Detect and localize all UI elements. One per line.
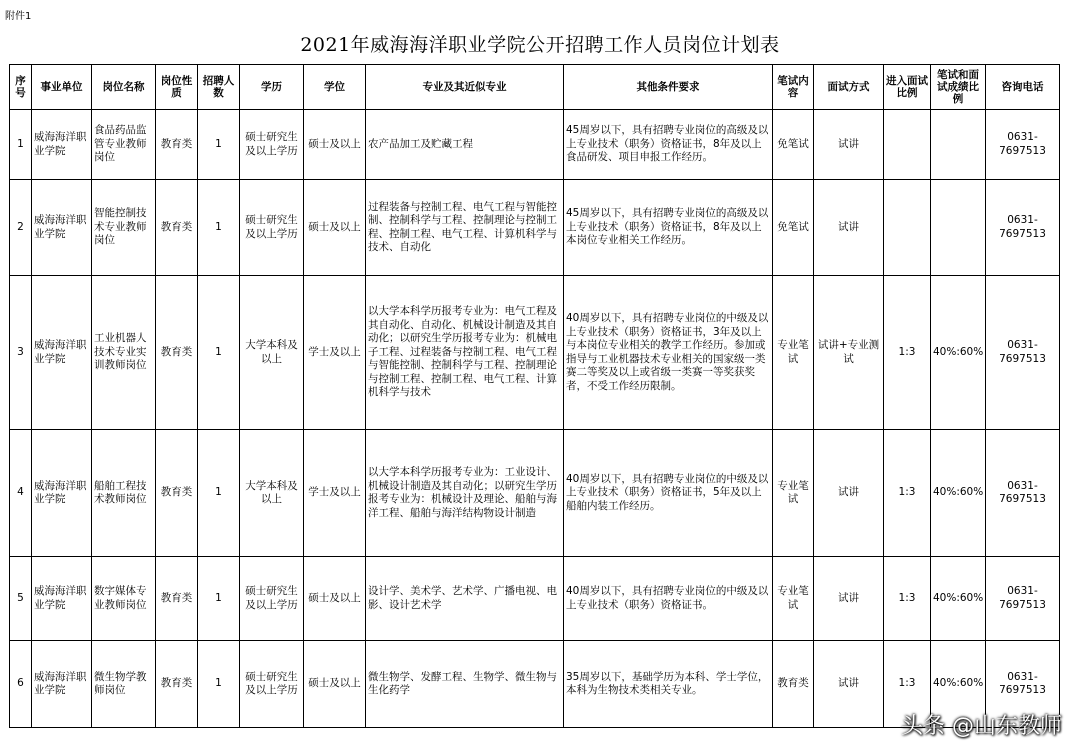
cell-no: 4 [10, 430, 32, 557]
cell-post: 数字媒体专业教师岗位 [92, 557, 156, 641]
cell-count: 1 [198, 276, 240, 430]
cell-major: 设计学、美术学、艺术学、广播电视、电影、设计艺术学 [366, 557, 564, 641]
cell-post: 微生物学教师岗位 [92, 641, 156, 728]
cell-ratio: 1:3 [884, 641, 931, 728]
cell-unit: 威海海洋职业学院 [32, 276, 92, 430]
cell-interview: 试讲 [814, 557, 884, 641]
header-phone: 咨询电话 [986, 65, 1060, 110]
cell-nature: 教育类 [156, 641, 198, 728]
cell-phone: 0631-7697513 [986, 641, 1060, 728]
cell-written: 专业笔试 [773, 276, 814, 430]
cell-no: 3 [10, 276, 32, 430]
table-row [10, 276, 1060, 430]
cell-weight: 40%:60% [931, 276, 986, 430]
cell-unit: 威海海洋职业学院 [32, 557, 92, 641]
cell-ratio: 1:3 [884, 276, 931, 430]
cell-weight: 40%:60% [931, 641, 986, 728]
cell-other: 45周岁以下，具有招聘专业岗位的高级及以上专业技术（职务）资格证书，8年及以上本岗位专业相关工作经历。 [564, 180, 773, 276]
table-row [10, 110, 1060, 180]
cell-no: 5 [10, 557, 32, 641]
table-row [10, 557, 1060, 641]
cell-phone: 0631-7697513 [986, 430, 1060, 557]
cell-degree: 学士及以上 [304, 430, 366, 557]
cell-interview: 试讲+专业测试 [814, 276, 884, 430]
cell-weight: 40%:60% [931, 430, 986, 557]
cell-phone: 0631-7697513 [986, 557, 1060, 641]
cell-count: 1 [198, 180, 240, 276]
cell-nature: 教育类 [156, 180, 198, 276]
cell-phone: 0631-7697513 [986, 110, 1060, 180]
header-degree: 学位 [304, 65, 366, 110]
cell-degree: 硕士及以上 [304, 641, 366, 728]
cell-post: 智能控制技术专业教师岗位 [92, 180, 156, 276]
header-education: 学历 [240, 65, 304, 110]
header-interview: 面试方式 [814, 65, 884, 110]
cell-ratio [884, 180, 931, 276]
cell-count: 1 [198, 110, 240, 180]
attachment-label: 附件1 [5, 11, 32, 22]
document-title: 2021年威海海洋职业学院公开招聘工作人员岗位计划表 [300, 34, 780, 56]
header-major: 专业及其近似专业 [366, 65, 564, 110]
cell-count: 1 [198, 641, 240, 728]
header-post: 岗位名称 [92, 65, 156, 110]
cell-written: 专业笔试 [773, 557, 814, 641]
cell-degree: 硕士及以上 [304, 180, 366, 276]
cell-unit: 威海海洋职业学院 [32, 110, 92, 180]
cell-interview: 试讲 [814, 180, 884, 276]
cell-ratio [884, 110, 931, 180]
cell-education: 大学本科及以上 [240, 430, 304, 557]
cell-written: 免笔试 [773, 110, 814, 180]
cell-unit: 威海海洋职业学院 [32, 180, 92, 276]
header-no: 序号 [10, 65, 32, 110]
header-other: 其他条件要求 [564, 65, 773, 110]
cell-degree: 硕士及以上 [304, 110, 366, 180]
cell-nature: 教育类 [156, 430, 198, 557]
cell-other: 45周岁以下，具有招聘专业岗位的高级及以上专业技术（职务）资格证书，8年及以上食品研发、项目申报工作经历。 [564, 110, 773, 180]
cell-phone: 0631-7697513 [986, 180, 1060, 276]
cell-other: 40周岁以下，具有招聘专业岗位的中级及以上专业技术（职务）资格证书，3年及以上与本岗位专业相关的教学工作经历。参加或指导与工业机器技术专业相关的国家级一类赛二等奖及以上或省级一类赛一等奖获奖者，不受工作经历限制。 [564, 276, 773, 430]
cell-post: 工业机器人技术专业实训教师岗位 [92, 276, 156, 430]
header-ratio: 进入面试比例 [884, 65, 931, 110]
cell-nature: 教育类 [156, 557, 198, 641]
cell-other: 40周岁以下，具有招聘专业岗位的中级及以上专业技术（职务）资格证书，5年及以上船舶内装工作经历。 [564, 430, 773, 557]
cell-ratio: 1:3 [884, 430, 931, 557]
cell-major: 微生物学、发酵工程、生物学、微生物与生化药学 [366, 641, 564, 728]
header-nature: 岗位性质 [156, 65, 198, 110]
cell-nature: 教育类 [156, 276, 198, 430]
cell-education: 硕士研究生及以上学历 [240, 110, 304, 180]
recruitment-plan-table [9, 64, 1060, 728]
cell-interview: 试讲 [814, 430, 884, 557]
cell-nature: 教育类 [156, 110, 198, 180]
cell-unit: 威海海洋职业学院 [32, 430, 92, 557]
cell-major: 以大学本科学历报考专业为：电气工程及其自动化、自动化、机械设计制造及其自动化；以研究生学历报考专业为：机械电子工程、过程装备与控制工程、电气工程与智能控制、控制科学与工程、控制理论与控制工程、控制工程、电气工程、计算机科学与技术 [366, 276, 564, 430]
header-written: 笔试内容 [773, 65, 814, 110]
header-unit: 事业单位 [32, 65, 92, 110]
cell-post: 船舶工程技术教师岗位 [92, 430, 156, 557]
table-row [10, 180, 1060, 276]
cell-count: 1 [198, 557, 240, 641]
cell-written: 专业笔试 [773, 430, 814, 557]
cell-education: 硕士研究生及以上学历 [240, 557, 304, 641]
cell-degree: 硕士及以上 [304, 557, 366, 641]
cell-interview: 试讲 [814, 641, 884, 728]
cell-major: 农产品加工及贮藏工程 [366, 110, 564, 180]
cell-other: 35周岁以下，基础学历为本科、学士学位，本科为生物技术类相关专业。 [564, 641, 773, 728]
cell-education: 硕士研究生及以上学历 [240, 641, 304, 728]
table-header-row [10, 65, 1060, 110]
cell-weight: 40%:60% [931, 557, 986, 641]
table-row [10, 430, 1060, 557]
cell-interview: 试讲 [814, 110, 884, 180]
cell-degree: 学士及以上 [304, 276, 366, 430]
cell-no: 6 [10, 641, 32, 728]
cell-count: 1 [198, 430, 240, 557]
header-count: 招聘人数 [198, 65, 240, 110]
watermark-text: 头条 @山东教师 [901, 714, 1062, 739]
cell-unit: 威海海洋职业学院 [32, 641, 92, 728]
header-weight: 笔试和面试成绩比例 [931, 65, 986, 110]
cell-education: 大学本科及以上 [240, 276, 304, 430]
cell-phone: 0631-7697513 [986, 276, 1060, 430]
cell-no: 1 [10, 110, 32, 180]
cell-written: 教育类 [773, 641, 814, 728]
cell-ratio: 1:3 [884, 557, 931, 641]
cell-weight [931, 110, 986, 180]
cell-major: 过程装备与控制工程、电气工程与智能控制、控制科学与工程、控制理论与控制工程、控制工程、电气工程、计算机科学与技术、自动化 [366, 180, 564, 276]
cell-post: 食品药品监管专业教师岗位 [92, 110, 156, 180]
cell-other: 40周岁以下，具有招聘专业岗位的中级及以上专业技术（职务）资格证书。 [564, 557, 773, 641]
cell-written: 免笔试 [773, 180, 814, 276]
cell-weight [931, 180, 986, 276]
cell-major: 以大学本科学历报考专业为：工业设计、机械设计制造及其自动化；以研究生学历报考专业为：机械设计及理论、船舶与海洋工程、船舶与海洋结构物设计制造 [366, 430, 564, 557]
cell-education: 硕士研究生及以上学历 [240, 180, 304, 276]
cell-no: 2 [10, 180, 32, 276]
